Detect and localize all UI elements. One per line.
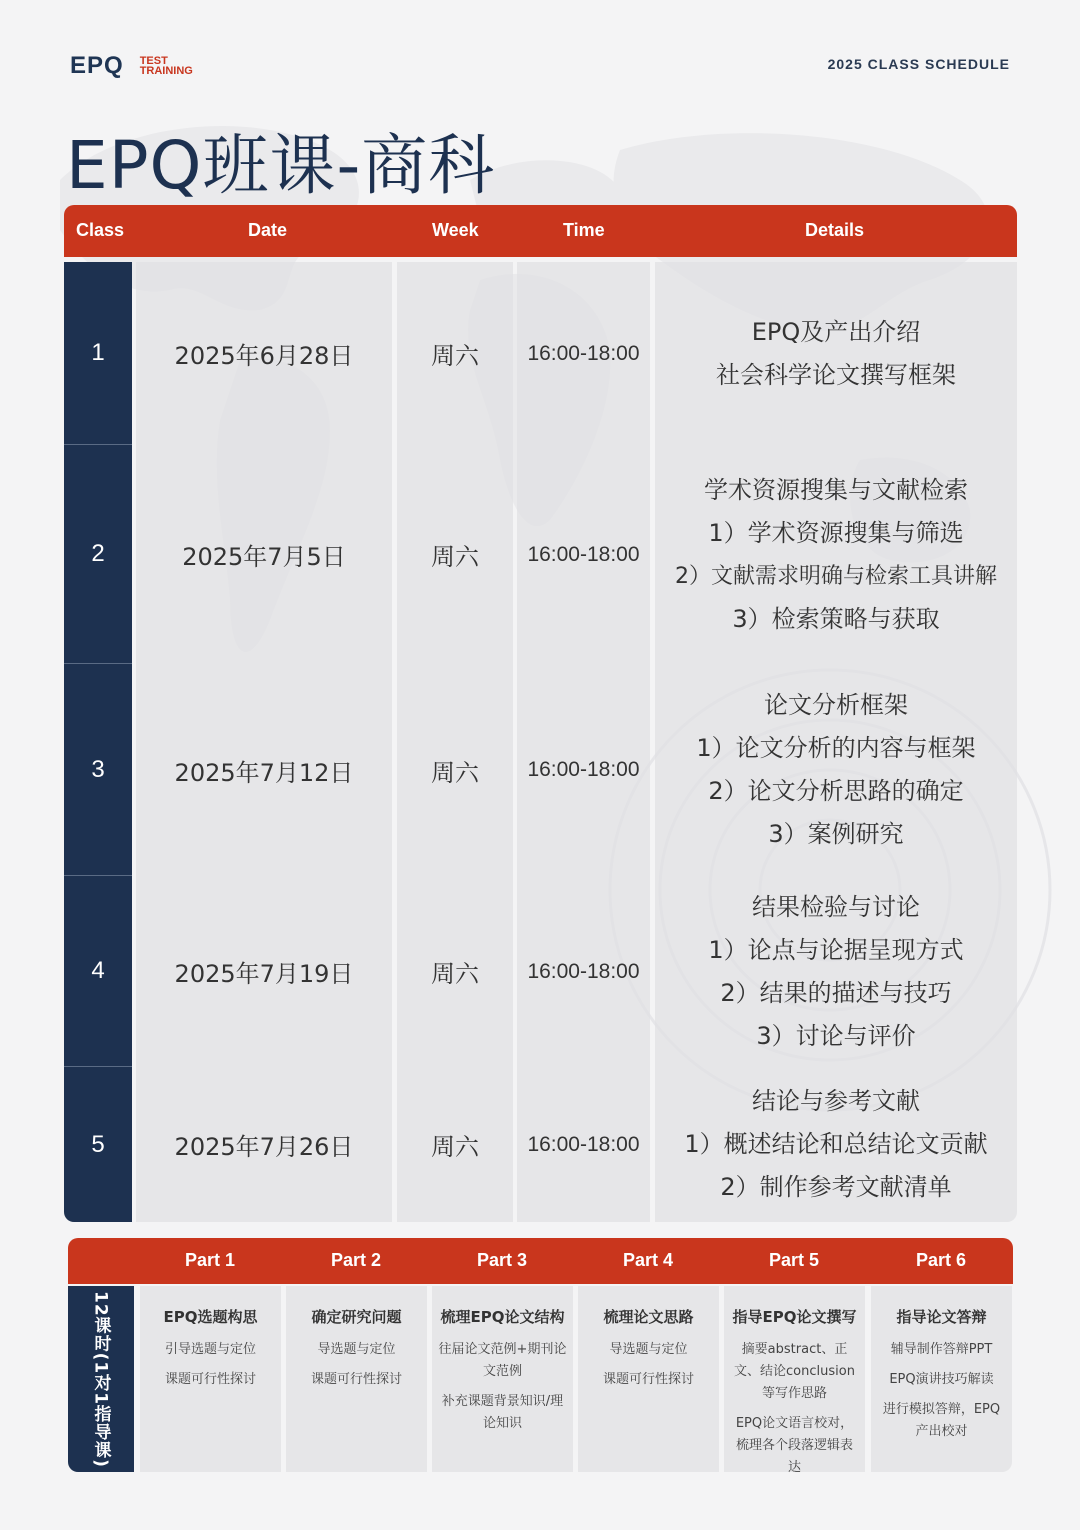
table-row bbox=[64, 876, 1017, 1067]
part-item: 辅导制作答辩PPT bbox=[890, 1342, 993, 1357]
class-number: 2 bbox=[64, 445, 132, 664]
details-line: 2）论文分析思路的确定 bbox=[708, 777, 964, 805]
parts-body bbox=[68, 1286, 1013, 1475]
part-column bbox=[724, 1286, 865, 1475]
part-item: 课题可行性探讨 bbox=[602, 1372, 694, 1387]
details-line: 2）制作参考文献清单 bbox=[720, 1173, 952, 1201]
col-time-header: Time bbox=[563, 220, 605, 240]
class-date: 2025年7月12日 bbox=[136, 664, 392, 876]
class-weekday: 周六 bbox=[397, 664, 513, 876]
part-header: Part 5 bbox=[768, 1250, 820, 1270]
class-time: 16:00-18:00 bbox=[517, 664, 650, 876]
part-item: 补充课题背景知识/理论知识 bbox=[441, 1394, 564, 1431]
class-date: 2025年7月19日 bbox=[136, 876, 392, 1067]
part-column bbox=[578, 1286, 719, 1472]
details-line: 3）检索策略与获取 bbox=[732, 604, 940, 633]
part-item: 引导选题与定位 bbox=[164, 1342, 256, 1357]
class-details bbox=[655, 262, 1017, 445]
details-line: 2）文献需求明确与检索工具讲解 bbox=[675, 563, 997, 589]
class-details bbox=[655, 445, 1017, 664]
table-row bbox=[64, 664, 1017, 876]
class-time: 16:00-18:00 bbox=[517, 445, 650, 664]
part-header: Part 3 bbox=[476, 1250, 528, 1270]
part-item: 导选题与定位 bbox=[609, 1342, 688, 1357]
details-line: 3）讨论与评价 bbox=[756, 1021, 916, 1050]
part-header: Part 2 bbox=[330, 1250, 382, 1270]
parts-header bbox=[68, 1238, 1013, 1284]
part-header: Part 4 bbox=[622, 1250, 674, 1270]
part-item: 课题可行性探讨 bbox=[164, 1372, 256, 1387]
part-header: Part 1 bbox=[184, 1250, 236, 1270]
table-row bbox=[64, 262, 1017, 445]
details-line: EPQ及产出介绍 bbox=[751, 317, 921, 346]
part-title: 梳理论文思路 bbox=[603, 1308, 694, 1326]
details-line: 结论与参考文献 bbox=[752, 1087, 920, 1115]
col-week-header: Week bbox=[432, 220, 479, 240]
class-number: 1 bbox=[64, 262, 132, 445]
class-details bbox=[655, 664, 1017, 876]
class-weekday: 周六 bbox=[397, 1067, 513, 1222]
part-title: 梳理EPQ论文结构 bbox=[440, 1308, 565, 1326]
details-line: 社会科学论文撰写框架 bbox=[716, 360, 956, 389]
details-line: 结果检验与讨论 bbox=[752, 892, 920, 921]
part-item: 课题可行性探讨 bbox=[310, 1372, 402, 1387]
hours-label bbox=[68, 1286, 134, 1472]
col-date-header: Date bbox=[248, 220, 288, 240]
brand-tagline-test: TEST bbox=[139, 55, 168, 67]
brand-tagline-training: TRAINING bbox=[139, 65, 193, 77]
class-time: 16:00-18:00 bbox=[517, 1067, 650, 1222]
details-line: 3）案例研究 bbox=[768, 820, 904, 848]
details-line: 论文分析框架 bbox=[764, 691, 908, 719]
details-line: 1）论文分析的内容与框架 bbox=[696, 734, 976, 762]
part-item: 进行模拟答辩，EPQ产出校对 bbox=[882, 1402, 1001, 1439]
part-title: 确定研究问题 bbox=[311, 1308, 402, 1326]
class-date: 2025年7月5日 bbox=[136, 445, 392, 664]
schedule-table bbox=[64, 205, 1017, 1201]
part-title: EPQ选题构思 bbox=[163, 1308, 258, 1326]
details-line: 学术资源搜集与文献检索 bbox=[704, 475, 968, 504]
details-line: 2）结果的描述与技巧 bbox=[720, 978, 952, 1007]
part-header: Part 6 bbox=[915, 1250, 967, 1270]
class-number: 3 bbox=[64, 664, 132, 876]
class-date: 2025年6月28日 bbox=[136, 262, 392, 445]
class-weekday: 周六 bbox=[397, 445, 513, 664]
class-date: 2025年7月26日 bbox=[136, 1067, 392, 1222]
table-row bbox=[64, 445, 1017, 664]
col-details-header: Details bbox=[805, 220, 865, 240]
schedule-label: 2025 CLASS SCHEDULE bbox=[827, 56, 1010, 72]
class-details bbox=[655, 876, 1017, 1067]
parts-table bbox=[68, 1238, 1013, 1475]
class-weekday: 周六 bbox=[397, 876, 513, 1067]
brand-name: EPQ bbox=[70, 52, 124, 79]
part-column bbox=[871, 1286, 1012, 1472]
class-number: 5 bbox=[64, 1067, 132, 1222]
details-line: 1）论点与论据呈现方式 bbox=[708, 935, 964, 964]
class-weekday: 周六 bbox=[397, 262, 513, 445]
details-line: 1）概述结论和总结论文贡献 bbox=[684, 1130, 988, 1158]
part-title: 指导EPQ论文撰写 bbox=[732, 1308, 857, 1326]
part-item: EPQ论文语言校对，梳理各个段落逻辑表达 bbox=[735, 1416, 854, 1475]
part-title: 指导论文答辩 bbox=[896, 1308, 987, 1326]
table-row bbox=[64, 1067, 1017, 1222]
brand-tagline bbox=[140, 56, 193, 76]
class-details bbox=[655, 1067, 1017, 1222]
class-number: 4 bbox=[64, 876, 132, 1067]
part-item: 导选题与定位 bbox=[317, 1342, 396, 1357]
page-title: EPQ班课-商科 bbox=[66, 127, 496, 204]
part-column bbox=[432, 1286, 573, 1472]
part-column bbox=[140, 1286, 281, 1472]
details-line: 1）学术资源搜集与筛选 bbox=[708, 518, 964, 547]
hours-text: 12课时(1对1指导课) bbox=[90, 1290, 111, 1468]
class-time: 16:00-18:00 bbox=[517, 876, 650, 1067]
brand-logo bbox=[70, 52, 193, 80]
part-item: EPQ演讲技巧解读 bbox=[889, 1372, 994, 1387]
part-item: 往届论文范例+期刊论文范例 bbox=[438, 1342, 567, 1379]
part-item: 摘要abstract、正文、结论conclusion等写作思路 bbox=[734, 1342, 855, 1401]
class-time: 16:00-18:00 bbox=[517, 262, 650, 445]
part-column bbox=[286, 1286, 427, 1472]
col-class-header: Class bbox=[76, 220, 125, 240]
table-header bbox=[64, 205, 1017, 257]
